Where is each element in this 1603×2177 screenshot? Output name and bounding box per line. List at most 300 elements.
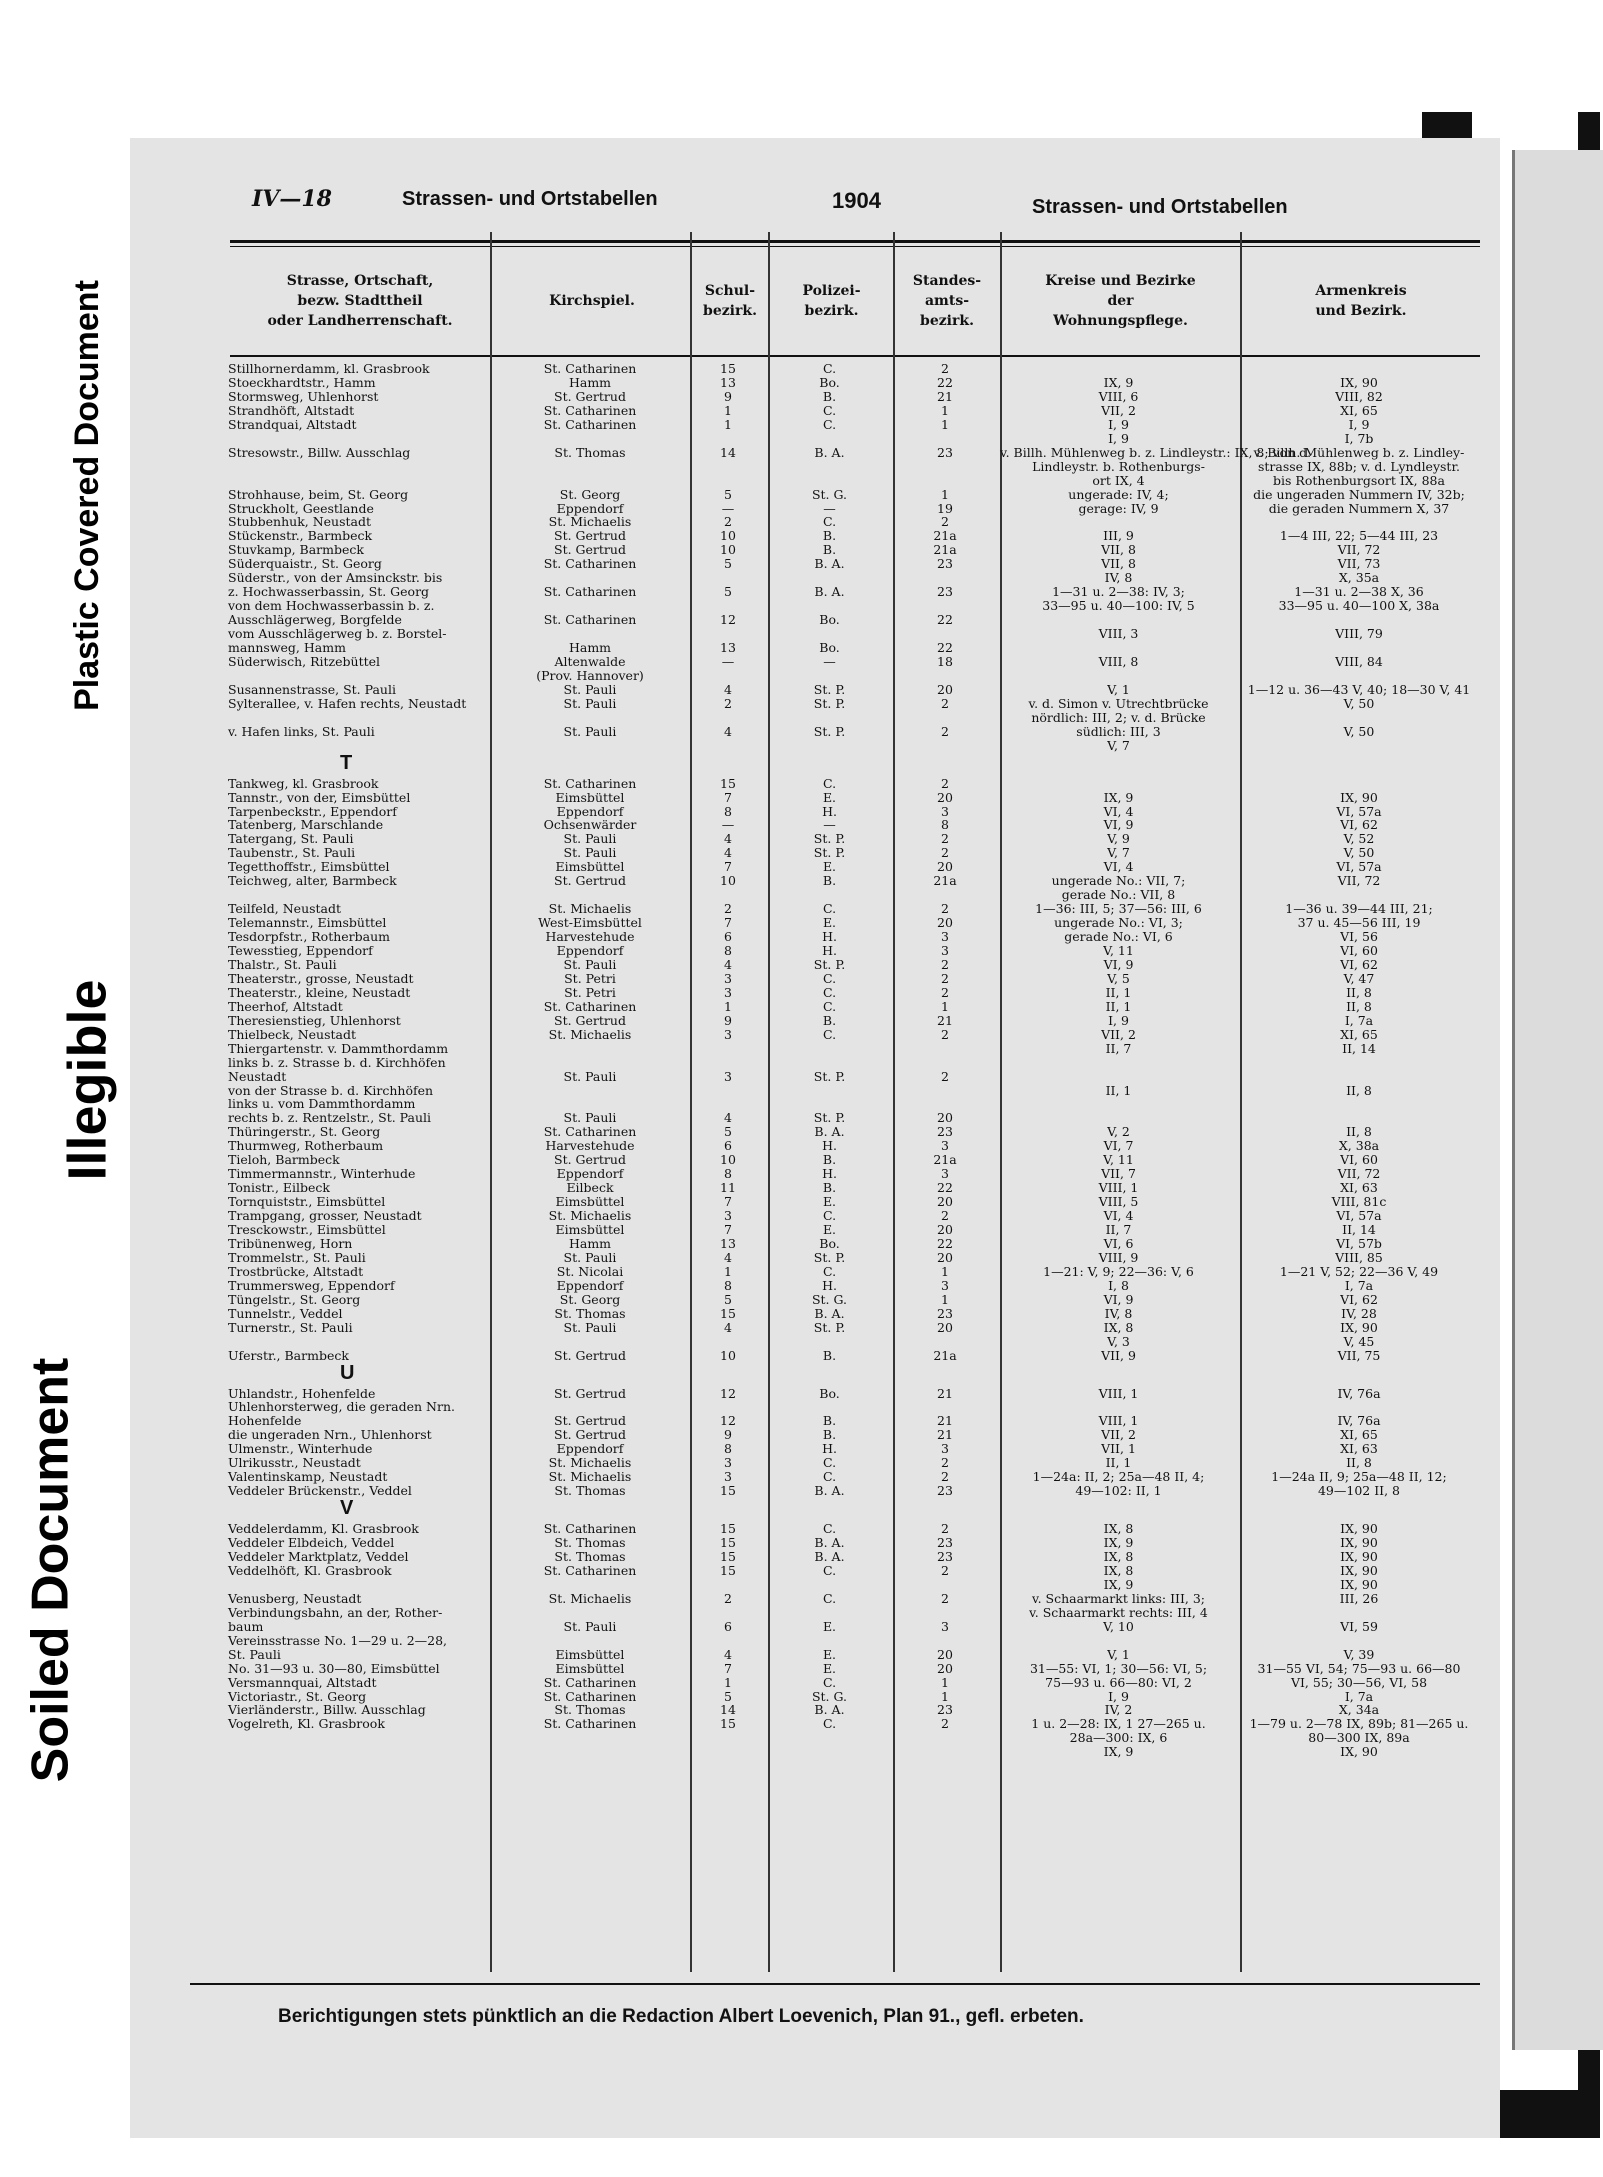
cell-kreise-bezirke: VI, 4 <box>1103 859 1134 875</box>
cell-standesamt: 23 <box>937 1305 953 1321</box>
cell-street: Strandquai, Altstadt <box>228 416 357 432</box>
table-row <box>228 888 1478 901</box>
cell-polizei-bezirk: E. <box>822 859 837 875</box>
cell-armenkreis: IX, 90 <box>1340 1562 1378 1578</box>
cell-kreise-bezirke: II, 1 <box>1105 1082 1132 1098</box>
cell-armenkreis: VII, 73 <box>1337 556 1381 572</box>
cell-kreise-bezirke: VII, 9 <box>1101 1347 1136 1363</box>
cell-armenkreis: X, 35a <box>1338 570 1380 586</box>
cell-armenkreis: II, 14 <box>1342 1040 1376 1056</box>
cell-polizei-bezirk: St. P. <box>813 695 846 711</box>
cell-kirchspiel: Harvestehude <box>545 929 635 945</box>
cell-polizei-bezirk: C. <box>822 1590 837 1606</box>
cell-standesamt: 20 <box>937 1194 953 1210</box>
table-row <box>228 1470 1478 1483</box>
table-row <box>228 958 1478 971</box>
col-kirchspiel: Kirchspiel. <box>549 293 635 309</box>
cell-kreise-bezirke: II, 1 <box>1105 998 1132 1014</box>
cell-schul-bezirk: 3 <box>724 970 732 986</box>
cell-standesamt: 20 <box>937 1319 953 1335</box>
cell-armenkreis: 1—12 u. 36—43 V, 40; 18—30 V, 41 <box>1247 681 1471 697</box>
table-row <box>228 1056 1478 1069</box>
cell-polizei-bezirk: C. <box>822 1455 837 1471</box>
cell-polizei-bezirk: Bo. <box>819 612 840 628</box>
cell-kreise-bezirke: VI, 9 <box>1103 817 1134 833</box>
cell-standesamt: 2 <box>941 1469 949 1485</box>
cell-polizei-bezirk: H. <box>822 943 837 958</box>
cell-armenkreis: V, 50 <box>1343 845 1375 861</box>
table-row <box>228 1484 1478 1497</box>
cell-street: Süderquaistr., St. Georg <box>228 556 382 572</box>
cell-schul-bezirk: 2 <box>724 695 732 711</box>
cell-kreise-bezirke: VII, 7 <box>1101 1166 1136 1182</box>
table-row <box>228 1307 1478 1320</box>
cell-kreise-bezirke: VIII, 1 <box>1098 1180 1139 1196</box>
cell-armenkreis: VI, 62 <box>1340 1291 1378 1307</box>
cell-street: Susannenstrasse, St. Pauli <box>228 681 396 697</box>
cell-polizei-bezirk: C. <box>822 1263 837 1279</box>
cell-standesamt: 19 <box>937 500 953 516</box>
cell-street: Neustadt <box>228 1068 287 1084</box>
cell-armenkreis: XI, 63 <box>1340 1441 1378 1457</box>
table-row <box>228 846 1478 859</box>
cell-armenkreis: VI, 56 <box>1340 929 1378 945</box>
cell-street: links b. z. Strasse b. d. Kirchhöfen <box>228 1054 446 1070</box>
cell-kreise-bezirke: V, 11 <box>1103 943 1134 958</box>
cell-polizei-bezirk: H. <box>822 1166 837 1182</box>
cell-kreise-bezirke: II, 7 <box>1105 1222 1132 1237</box>
cell-kirchspiel: St. Gertrud <box>554 1347 626 1363</box>
cell-schul-bezirk: 10 <box>720 873 736 889</box>
cell-street: Thiergartenstr. v. Dammthordamm <box>228 1040 449 1056</box>
cell-armenkreis: IV, 76a <box>1337 1413 1381 1429</box>
cell-armenkreis: V, 50 <box>1343 695 1375 711</box>
cell-armenkreis: VI, 62 <box>1340 956 1378 972</box>
cell-street: Theerhof, Altstadt <box>228 998 343 1014</box>
cell-armenkreis: v. Billh. Mühlenweg b. z. Lindley- <box>1253 444 1465 460</box>
cell-schul-bezirk: 8 <box>724 1277 732 1293</box>
table-row <box>228 1014 1478 1027</box>
cell-kirchspiel: St. Gertrud <box>554 873 626 889</box>
table-row <box>228 1578 1478 1591</box>
table-row <box>228 1084 1478 1097</box>
cell-kirchspiel: Eppendorf <box>556 803 624 819</box>
table-row <box>228 1690 1478 1703</box>
cell-schul-bezirk: 15 <box>720 1535 736 1551</box>
cell-kirchspiel: St. Pauli <box>563 1110 617 1126</box>
adjacent-page-edge <box>1512 150 1603 2050</box>
table-row <box>228 1195 1478 1208</box>
cell-schul-bezirk: 15 <box>720 1483 736 1499</box>
cell-schul-bezirk: 15 <box>720 1521 736 1537</box>
cell-armenkreis: II, 8 <box>1346 1082 1372 1098</box>
cell-armenkreis: VI, 57b <box>1336 1235 1382 1251</box>
table-row <box>228 1522 1478 1535</box>
cell-polizei-bezirk: B. A. <box>814 1535 845 1551</box>
cell-standesamt: 3 <box>941 1441 949 1457</box>
table-row <box>228 1550 1478 1563</box>
cell-kreise-bezirke: v. Billh. Mühlenweg b. z. Lindleystr.: IX, 8; von d. <box>1000 444 1312 460</box>
table-row <box>228 986 1478 999</box>
cell-schul-bezirk: 1 <box>724 1263 732 1279</box>
cell-standesamt: 1 <box>941 1688 949 1704</box>
cell-street: Tegetthoffstr., Eimsbüttel <box>228 859 390 875</box>
table-row <box>228 725 1478 738</box>
cell-street: die ungeraden Nrn., Uhlenhorst <box>228 1427 432 1443</box>
cell-standesamt: 2 <box>941 514 949 530</box>
cell-schul-bezirk: 7 <box>724 1194 732 1210</box>
table-row <box>228 1251 1478 1264</box>
col-kreise: Kreise und Bezirke der Wohnungspflege. <box>1045 273 1196 329</box>
cell-street: Sylterallee, v. Hafen rechts, Neustadt <box>228 695 467 711</box>
section-letter: V <box>340 1497 354 1520</box>
cell-standesamt: 23 <box>937 1124 953 1140</box>
cell-schul-bezirk: 8 <box>724 1441 732 1457</box>
table-row <box>228 1223 1478 1236</box>
cell-street: St. Pauli <box>228 1646 281 1662</box>
cell-armenkreis: 1—4 III, 22; 5—44 III, 23 <box>1279 528 1439 544</box>
cell-standesamt: 2 <box>941 1716 949 1732</box>
cell-kreise-bezirke: VII, 2 <box>1101 1427 1136 1443</box>
cell-schul-bezirk: 4 <box>724 1319 732 1335</box>
cell-kirchspiel: St. Gertrud <box>554 388 626 404</box>
cell-street: Vereinsstrasse No. 1—29 u. 2—28, <box>228 1632 448 1648</box>
cell-standesamt: 23 <box>937 444 953 460</box>
cell-schul-bezirk: 9 <box>724 1427 732 1443</box>
cell-schul-bezirk: 2 <box>724 1590 732 1606</box>
cell-kirchspiel: Eimsbüttel <box>555 789 625 805</box>
cell-kreise-bezirke: VII, 2 <box>1101 1026 1136 1042</box>
cell-kreise-bezirke: gerage: IV, 9 <box>1078 500 1159 516</box>
cell-standesamt: 23 <box>937 1535 953 1551</box>
cell-armenkreis: IX, 90 <box>1340 1535 1378 1551</box>
cell-kreise-bezirke: gerade No.: VI, 6 <box>1064 929 1173 945</box>
cell-schul-bezirk: 1 <box>724 416 732 432</box>
cell-armenkreis: VI, 60 <box>1340 1152 1378 1168</box>
cell-standesamt: 2 <box>941 845 949 861</box>
table-row <box>228 655 1478 668</box>
cell-standesamt: 2 <box>941 1068 949 1084</box>
cell-armenkreis: XI, 65 <box>1340 1026 1378 1042</box>
cell-standesamt: 2 <box>941 775 949 791</box>
cell-schul-bezirk: 13 <box>720 374 736 390</box>
cell-polizei-bezirk: St. P. <box>813 1249 846 1265</box>
table-row <box>228 1000 1478 1013</box>
cell-street: Veddeler Brückenstr., Veddel <box>228 1483 412 1499</box>
cell-kirchspiel: St. Catharinen <box>543 612 637 628</box>
cell-street: Trummersweg, Eppendorf <box>228 1277 395 1293</box>
cell-kreise-bezirke: ungerade: IV, 4; <box>1068 486 1169 502</box>
cell-kirchspiel: Harvestehude <box>545 1138 635 1154</box>
cell-polizei-bezirk: C. <box>822 1716 837 1732</box>
cell-street: Teichweg, alter, Barmbeck <box>228 873 397 889</box>
cell-kreise-bezirke: ort IX, 4 <box>1092 472 1145 488</box>
cell-kreise-bezirke: v. Schaarmarkt links: III, 3; <box>1031 1590 1206 1606</box>
cell-armenkreis: 80—300 IX, 89a <box>1308 1730 1410 1746</box>
cell-polizei-bezirk: C. <box>822 1469 837 1485</box>
col-schul: Schul- bezirk. <box>703 283 757 319</box>
cell-polizei-bezirk: C. <box>822 514 837 530</box>
cell-kirchspiel: St. Catharinen <box>543 402 637 418</box>
cell-kreise-bezirke: VI, 4 <box>1103 803 1134 819</box>
cell-street: Tesdorpfstr., Rotherbaum <box>228 929 391 945</box>
cell-schul-bezirk: 7 <box>724 1222 732 1237</box>
section-letter: U <box>340 1361 355 1384</box>
cell-standesamt: 18 <box>937 653 953 669</box>
cell-schul-bezirk: 7 <box>724 859 732 875</box>
cell-standesamt: 2 <box>941 956 949 972</box>
cell-schul-bezirk: 1 <box>724 998 732 1014</box>
cell-street: Tüngelstr., St. Georg <box>228 1291 361 1307</box>
cell-kreise-bezirke: I, 9 <box>1108 430 1129 446</box>
cell-polizei-bezirk: C. <box>822 901 837 917</box>
cell-kreise-bezirke: VII, 8 <box>1101 556 1136 572</box>
col-standes: Standes- amts- bezirk. <box>912 273 982 329</box>
cell-polizei-bezirk: — <box>823 500 836 516</box>
cell-kreise-bezirke: IX, 8 <box>1103 1521 1134 1537</box>
table-row <box>228 571 1478 584</box>
cell-kreise-bezirke: 49—102: II, 1 <box>1075 1483 1162 1499</box>
cell-standesamt: 20 <box>937 681 953 697</box>
cell-kreise-bezirke: 1—31 u. 2—38: IV, 3; <box>1052 584 1185 600</box>
cell-street: Veddelhöft, Kl. Grasbrook <box>228 1562 392 1578</box>
cell-kirchspiel: St. Catharinen <box>543 556 637 572</box>
cell-polizei-bezirk: St. P. <box>813 831 846 847</box>
cell-kreise-bezirke: V, 2 <box>1107 1124 1130 1140</box>
cell-kirchspiel: St. Catharinen <box>543 775 637 791</box>
table-row <box>228 1456 1478 1469</box>
table-row <box>228 460 1478 473</box>
cell-standesamt: 1 <box>941 402 949 418</box>
table-row <box>228 1321 1478 1334</box>
cell-schul-bezirk: 4 <box>724 831 732 847</box>
cell-polizei-bezirk: B. A. <box>814 556 845 572</box>
cell-polizei-bezirk: H. <box>822 1277 837 1293</box>
cell-polizei-bezirk: St. P. <box>813 1110 846 1126</box>
cell-kreise-bezirke: VIII, 9 <box>1098 1249 1139 1265</box>
cell-kreise-bezirke: 1—24a: II, 2; 25a—48 II, 4; <box>1032 1469 1205 1485</box>
cell-schul-bezirk: 12 <box>720 1413 736 1429</box>
illegible-label: Illegible <box>40 880 135 1280</box>
cell-kirchspiel: St. Catharinen <box>543 1562 637 1578</box>
cell-polizei-bezirk: Bo. <box>819 640 840 655</box>
cell-street: links u. vom Dammthordamm <box>228 1096 416 1112</box>
cell-standesamt: 2 <box>941 1026 949 1042</box>
table-row <box>228 805 1478 818</box>
cell-kreise-bezirke: IV, 2 <box>1104 1702 1133 1718</box>
cell-kreise-bezirke: 1—36: III, 5; 37—56: III, 6 <box>1035 901 1202 917</box>
cell-standesamt: 3 <box>941 943 949 958</box>
cell-kirchspiel: St. Catharinen <box>543 1674 637 1690</box>
cell-armenkreis: 1—21 V, 52; 22—36 V, 49 <box>1279 1263 1439 1279</box>
table-row <box>228 1662 1478 1675</box>
scan-top-margin <box>0 0 1600 112</box>
cell-polizei-bezirk: Bo. <box>819 374 840 390</box>
cell-schul-bezirk: 15 <box>720 361 736 376</box>
table-row <box>228 1400 1478 1413</box>
table-row <box>228 557 1478 570</box>
cell-kirchspiel: St. Pauli <box>563 1068 617 1084</box>
cell-standesamt: 2 <box>941 901 949 917</box>
cell-street: Taubenstr., St. Pauli <box>228 845 356 861</box>
cell-kirchspiel: St. Pauli <box>563 1618 617 1634</box>
cell-schul-bezirk: 5 <box>724 556 732 572</box>
cell-kirchspiel: St. Petri <box>564 984 616 1000</box>
cell-kirchspiel: St. Catharinen <box>543 1521 637 1537</box>
cell-kirchspiel: St. Catharinen <box>543 998 637 1014</box>
cell-street: Tarpenbeckstr., Eppendorf <box>228 803 397 819</box>
header-year: 1904 <box>832 188 881 213</box>
cell-schul-bezirk: 9 <box>724 1012 732 1028</box>
cell-standesamt: 2 <box>941 1562 949 1578</box>
cell-armenkreis: 49—102 II, 8 <box>1317 1483 1400 1499</box>
cell-kreise-bezirke: VI, 9 <box>1103 1291 1134 1307</box>
cell-street: Tankweg, kl. Grasbrook <box>228 775 379 791</box>
table-row <box>228 474 1478 487</box>
cell-street: Tannstr., von der, Eimsbüttel <box>228 789 411 805</box>
cell-kreise-bezirke: VII, 2 <box>1101 402 1136 418</box>
cell-kreise-bezirke: I, 9 <box>1108 1012 1129 1028</box>
cell-armenkreis: 37 u. 45—56 III, 19 <box>1297 915 1421 931</box>
cell-street: Thurmweg, Rotherbaum <box>228 1138 384 1154</box>
cell-street: Thalstr., St. Pauli <box>228 956 337 972</box>
table-row <box>228 916 1478 929</box>
cell-kreise-bezirke: nördlich: III, 2; v. d. Brücke <box>1031 709 1206 725</box>
table-row <box>228 1279 1478 1292</box>
table-row <box>228 585 1478 598</box>
table-row <box>228 446 1478 459</box>
cell-armenkreis: 1—79 u. 2—78 IX, 89b; 81—265 u. <box>1249 1716 1469 1732</box>
cell-street: Veddelerdamm, Kl. Grasbrook <box>228 1521 419 1537</box>
table-row <box>228 1717 1478 1730</box>
cell-kirchspiel: Eimsbüttel <box>555 1222 625 1237</box>
cell-polizei-bezirk: B. <box>822 1347 837 1363</box>
cell-polizei-bezirk: B. A. <box>814 1305 845 1321</box>
table-row <box>228 791 1478 804</box>
table-row <box>228 683 1478 696</box>
cell-street: Tribünenweg, Horn <box>228 1235 353 1251</box>
cell-kirchspiel: Ochsenwärder <box>543 817 637 833</box>
cell-street: Strohhause, beim, St. Georg <box>228 486 409 502</box>
cell-schul-bezirk: — <box>721 817 735 833</box>
plastic-covered-label: Plastic Covered Document <box>40 235 135 755</box>
cell-polizei-bezirk: Bo. <box>819 1385 840 1401</box>
cell-street: Ulmenstr., Winterhude <box>228 1441 373 1457</box>
cell-kirchspiel: St. Thomas <box>554 1549 626 1564</box>
cell-street: z. Hochwasserbassin, St. Georg <box>228 584 430 600</box>
cell-street: Tatenberg, Marschlande <box>228 817 384 833</box>
cell-kreise-bezirke: V, 11 <box>1103 1152 1134 1168</box>
cell-kirchspiel: St. Michaelis <box>548 1026 632 1042</box>
cell-polizei-bezirk: — <box>823 653 836 669</box>
cell-armenkreis: IV, 76a <box>1337 1385 1381 1401</box>
cell-armenkreis: V, 50 <box>1343 723 1375 739</box>
cell-kreise-bezirke: südlich: III, 3 <box>1076 723 1161 739</box>
cell-kreise-bezirke: gerade No.: VII, 8 <box>1061 887 1176 903</box>
cell-armenkreis: IX, 90 <box>1340 1576 1378 1592</box>
cell-street: Stoeckhardtstr., Hamm <box>228 374 376 390</box>
cell-kirchspiel: Eppendorf <box>556 943 624 958</box>
table-row <box>228 529 1478 542</box>
cell-street: mannsweg, Hamm <box>228 640 346 655</box>
cell-armenkreis: VIII, 84 <box>1335 653 1383 669</box>
cell-polizei-bezirk: B. A. <box>814 1549 845 1564</box>
cell-polizei-bezirk: C. <box>822 970 837 986</box>
cell-schul-bezirk: 12 <box>720 612 736 628</box>
table-row <box>228 502 1478 515</box>
cell-kirchspiel: St. Pauli <box>563 845 617 861</box>
table-row <box>228 418 1478 431</box>
cell-street: Stückenstr., Barmbeck <box>228 528 373 544</box>
cell-armenkreis: XI, 65 <box>1340 402 1378 418</box>
cell-standesamt: 22 <box>937 374 953 390</box>
cell-standesamt: 23 <box>937 1549 953 1564</box>
cell-kirchspiel: St. Michaelis <box>548 1469 632 1485</box>
cell-kreise-bezirke: VII, 1 <box>1101 1441 1136 1457</box>
table-row <box>228 1564 1478 1577</box>
table-row <box>228 1209 1478 1222</box>
cell-kreise-bezirke: IX, 8 <box>1103 1562 1134 1578</box>
cell-armenkreis: V, 47 <box>1343 970 1375 986</box>
cell-kirchspiel: St. Georg <box>559 1291 621 1307</box>
header-title-left: Strassen- und Ortstabellen <box>402 188 658 210</box>
cell-kreise-bezirke: 1 u. 2—28: IX, 1 27—265 u. <box>1031 1716 1206 1732</box>
cell-kirchspiel: West-Eimsbüttel <box>538 915 642 931</box>
cell-standesamt: 1 <box>941 1674 949 1690</box>
table-row <box>228 697 1478 710</box>
cell-schul-bezirk: 3 <box>724 1469 732 1485</box>
cell-kreise-bezirke: IX, 9 <box>1103 1744 1134 1760</box>
cell-kirchspiel: St. Thomas <box>554 1305 626 1321</box>
cell-armenkreis: V, 52 <box>1343 831 1375 847</box>
cell-polizei-bezirk: St. G. <box>811 1291 848 1307</box>
cell-standesamt: 20 <box>937 1249 953 1265</box>
cell-street: Trostbrücke, Altstadt <box>228 1263 364 1279</box>
cell-armenkreis: VII, 72 <box>1337 873 1381 889</box>
cell-armenkreis: VIII, 82 <box>1335 388 1383 404</box>
cell-kreise-bezirke: VIII, 6 <box>1098 388 1139 404</box>
cell-street: rechts b. z. Rentzelstr., St. Pauli <box>228 1110 432 1126</box>
cell-schul-bezirk: 4 <box>724 1646 732 1662</box>
cell-street: Theaterstr., grosse, Neustadt <box>228 970 414 986</box>
cell-schul-bezirk: 6 <box>724 1618 732 1634</box>
cell-polizei-bezirk: St. P. <box>813 845 846 861</box>
cell-schul-bezirk: 15 <box>720 1549 736 1564</box>
col-strasse: Strasse, Ortschaft, bezw. Stadttheil oder Landherrenschaft. <box>267 273 453 329</box>
cell-polizei-bezirk: St. G. <box>811 486 848 502</box>
cell-kirchspiel: Eppendorf <box>556 500 624 516</box>
table-row <box>228 1703 1478 1716</box>
cell-kirchspiel: St. Catharinen <box>543 1688 637 1704</box>
cell-kreise-bezirke: V, 10 <box>1103 1618 1134 1634</box>
cell-kirchspiel: St. Pauli <box>563 723 617 739</box>
cell-kreise-bezirke: I, 8 <box>1108 1277 1129 1293</box>
table-row <box>228 515 1478 528</box>
cell-schul-bezirk: 14 <box>720 1702 736 1718</box>
cell-schul-bezirk: 11 <box>720 1180 736 1196</box>
cell-street: Versmannquai, Altstadt <box>228 1674 377 1690</box>
table-row <box>228 1745 1478 1758</box>
cell-kreise-bezirke: 31—55: VI, 1; 30—56: VI, 5; <box>1029 1660 1208 1676</box>
table-row <box>228 432 1478 445</box>
table-row <box>228 1536 1478 1549</box>
cell-kreise-bezirke: v. d. Simon v. Utrechtbrücke <box>1028 695 1209 711</box>
cell-schul-bezirk: 10 <box>720 1347 736 1363</box>
cell-street: Ausschlägerweg, Borgfelde <box>228 612 402 628</box>
cell-standesamt: 2 <box>941 970 949 986</box>
cell-polizei-bezirk: B. A. <box>814 1483 845 1499</box>
table-row <box>228 1265 1478 1278</box>
